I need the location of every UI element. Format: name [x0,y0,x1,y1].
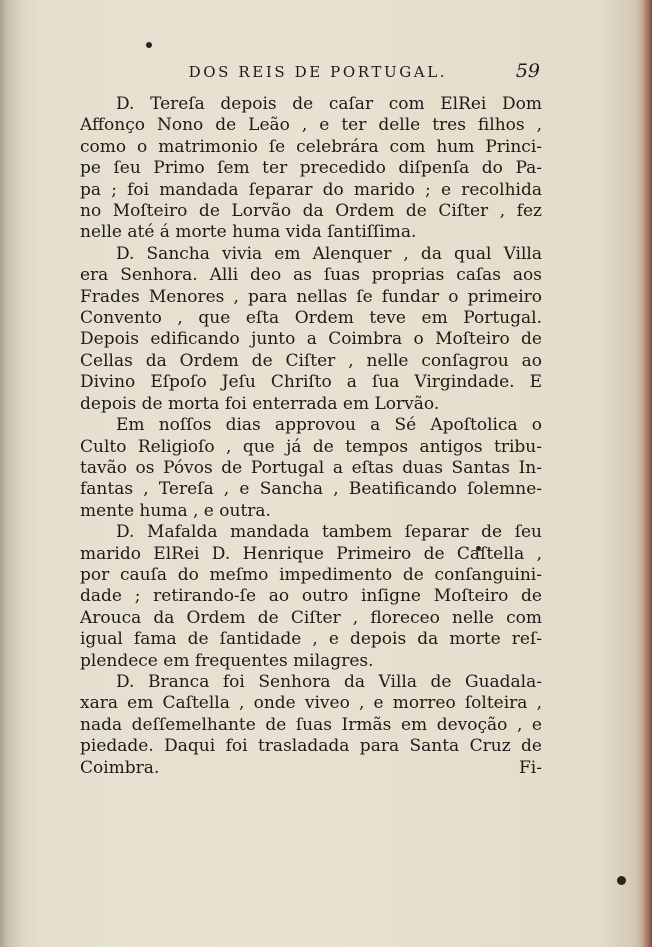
text-line: Divino Eſpoſo Jeſu Chriſto a ſua Virgindade. E [80,372,542,393]
text-line: Convento , que eſta Ordem teve em Portugal. [80,308,542,329]
paragraph-5 [80,672,542,779]
text-line: por cauſa do meſmo impedimento de conſanguini- [80,564,542,585]
text-line: nada deſſemelhante de ſuas Irmãs em devoção , e [80,714,542,735]
text-line: Coimbra. [80,757,160,778]
text-line: D. Branca foi Senhora da Villa de Guadala- [116,671,542,692]
text-line: D. Mafalda mandada tambem ſeparar de ſeu [116,522,542,543]
text-line: xara em Caſtella , onde viveo , e morreo ſolteira , [80,693,542,714]
text-line: Depois edificando junto a Coimbra o Moſteiro de [80,329,542,350]
paragraph-4 [80,522,542,672]
page-gutter [0,0,22,947]
ink-speck [617,876,626,885]
paragraph-3 [80,415,542,522]
text-line: dade ; retirando-ſe ao outro inſigne Moſteiro de [80,586,542,607]
text-line: igual fama de ſantidade , e depois da morte reſ- [80,629,542,650]
text-line: fantas , Tereſa , e Sancha , Beatificando ſolemne- [80,479,542,500]
paragraph-2 [80,244,542,415]
last-line [80,758,542,779]
text-line: D. Tereſa depois de caſar com ElRei Dom [116,94,542,114]
text-line: Cellas da Ordem de Ciſter , nelle conſagrou ao [80,350,542,371]
text-line: Frades Menores , para nellas ſe fundar o primeiro [80,286,542,307]
text-line: mente huma , e outra. [80,500,271,521]
text-line: era Senhora. Alli deo as ſuas proprias caſas aos [80,265,542,286]
text-line: pa ; foi mandada ſeparar do marido ; e recolhida [80,179,542,200]
paragraph-1 [80,94,542,244]
catchword: Fi- [519,757,542,778]
text-line: depois de morta foi enterrada em Lorvão. [80,393,440,414]
page-text [80,60,542,779]
text-line: pe ſeu Primo ſem ter precedido diſpenſa do Pa- [80,158,542,179]
text-line: Affonço Nono de Leão , e ter delle tres filhos , [80,115,542,136]
text-line: D. Sancha vivia em Alenquer , da qual Villa [116,243,542,264]
text-line: Em noſſos dias approvou a Sé Apoſtolica o [116,415,542,436]
text-line: no Moſteiro de Lorvão da Ordem de Ciſter , fez [80,201,542,222]
page-number: 59 [515,60,540,82]
running-head [80,60,542,88]
text-line: tavão os Póvos de Portugal a eſtas duas Santas In- [80,457,542,478]
ink-speck [146,42,152,48]
text-line: nelle até á morte huma vida ſantiſſima. [80,222,417,243]
page-edge [642,0,652,947]
text-line: piedade. Daqui foi trasladada para Santa Cruz de [80,736,542,757]
text-line: como o matrimonio ſe celebrára com hum Princi- [80,136,542,157]
text-line: Culto Religioſo , que já de tempos antigos tribu- [80,436,542,457]
text-line: Arouca da Ordem de Ciſter , floreceo nelle com [80,607,542,628]
text-line: marido ElRei D. Henrique Primeiro de Caſtella , [80,543,542,564]
text-line: plendece em frequentes milagres. [80,650,374,671]
running-head-title: DOS REIS DE PORTUGAL. [188,63,448,81]
